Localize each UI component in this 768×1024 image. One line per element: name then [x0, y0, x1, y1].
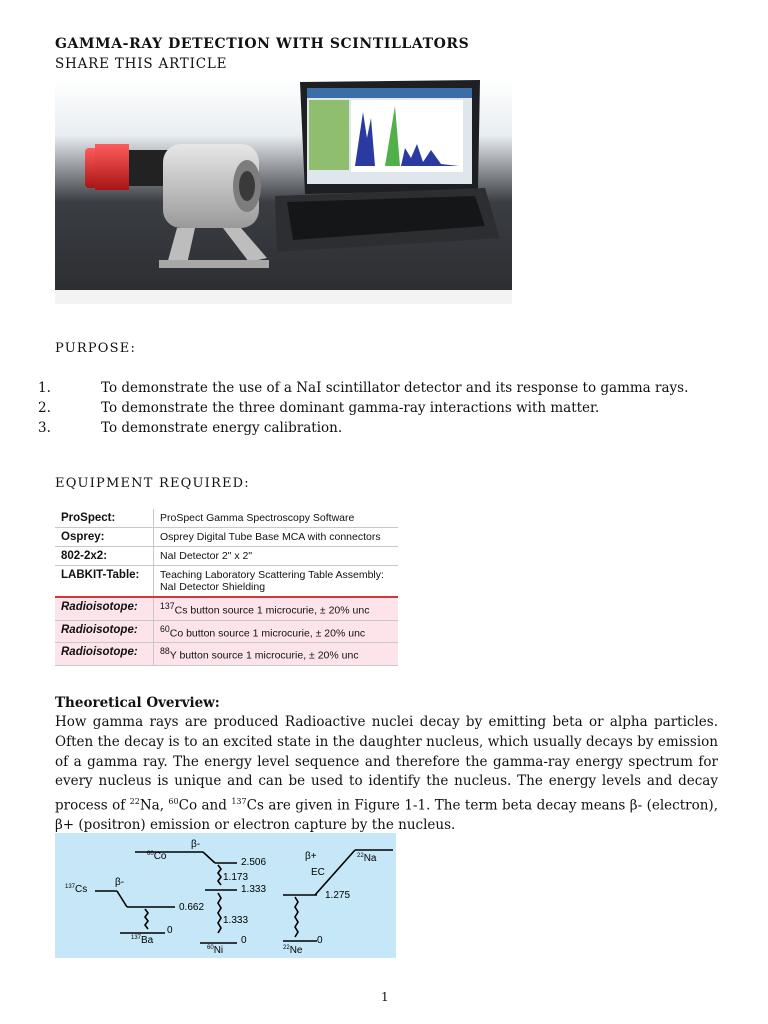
ne-symbol: Ne	[289, 945, 303, 956]
table-row	[55, 509, 398, 528]
overview-text: How gamma rays are produced Radioactive nuclei decay by emitting beta or alpha particles. Often the decay is to an excited state in the daughter nucleus, which usually decays by emission of a gamma ray. The energy level sequence and therefore the gamma-ray energy spectrum for every nucleus is unique and can be used to identify the nucleus. The energy levels and decay process of	[55, 714, 718, 814]
cs-symbol: Cs	[75, 884, 88, 895]
cs-level: 0.662	[179, 902, 205, 913]
table-row	[55, 597, 398, 620]
ni-mass: 60	[207, 945, 214, 951]
equipment-value: Osprey Digital Tube Base MCA with connectors	[154, 528, 399, 547]
overview-text: Na,	[139, 797, 169, 814]
equipment-key: LABKIT-Table:	[55, 566, 154, 598]
isotope-value	[154, 597, 399, 620]
ne-mass: 22	[283, 945, 290, 951]
equipment-value: ProSpect Gamma Spectroscopy Software	[154, 509, 399, 528]
co-beta-label: β-	[191, 839, 201, 850]
co-symbol: Co	[153, 851, 167, 862]
table-row	[55, 566, 398, 598]
share-link[interactable]: SHARE THIS ARTICLE	[55, 56, 228, 72]
na-ec-label: EC	[311, 867, 325, 878]
isotope-mass: 88	[160, 646, 170, 656]
overview-heading: Theoretical Overview:	[55, 695, 220, 711]
ba-symbol: Ba	[141, 935, 154, 946]
na-beta-label: β+	[305, 851, 317, 862]
isotope-value	[154, 643, 399, 666]
overview-text: Co and	[178, 797, 232, 814]
table-row	[55, 620, 398, 643]
equipment-value	[154, 566, 399, 598]
table-row	[55, 547, 398, 566]
purpose-item	[38, 378, 688, 398]
overview-text: Cs are given in Figure 1-1. The term beta decay means β- (electron), β+ (positron) emission or electron capture by the nucleus.	[55, 797, 718, 834]
isotope-mass: 137	[160, 601, 175, 611]
purpose-text: To demonstrate energy calibration.	[101, 420, 343, 436]
isotope-mass: 60	[160, 623, 170, 634]
equipment-value-line: NaI Detector Shielding	[160, 581, 266, 593]
table-row	[55, 528, 398, 547]
purpose-item	[38, 398, 688, 418]
na-symbol: Na	[363, 853, 377, 864]
na-ground: 0	[317, 935, 323, 946]
purpose-heading: PURPOSE:	[55, 341, 137, 356]
table-row	[55, 643, 398, 666]
isotope-text: Y button source 1 microcurie, ± 20% unc	[169, 649, 359, 662]
isotope-text: Cs button source 1 microcurie, ± 20% unc	[174, 604, 370, 617]
mass-number: 60	[168, 797, 179, 807]
isotope-value	[154, 620, 399, 643]
co-level-ground: 0	[241, 935, 247, 946]
equipment-table	[55, 509, 398, 666]
mass-number: 137	[231, 797, 247, 807]
cs-mass: 137	[65, 884, 76, 890]
equipment-key: Osprey:	[55, 528, 154, 547]
purpose-number: 1.	[38, 380, 51, 396]
ni-symbol: Ni	[213, 945, 224, 956]
page-number: 1	[381, 990, 389, 1004]
overview-paragraph	[55, 713, 718, 836]
co-level-high: 2.506	[241, 857, 267, 868]
equipment-key: ProSpect:	[55, 509, 154, 528]
equipment-key: 802-2x2:	[55, 547, 154, 566]
decay-scheme-diagram	[55, 833, 396, 958]
isotope-text: Co button source 1 microcurie, ± 20% unc	[169, 627, 366, 639]
ba-mass: 137	[131, 935, 142, 941]
mass-number: 22	[129, 797, 140, 807]
article-title: GAMMA-RAY DETECTION WITH SCINTILLATORS	[55, 36, 470, 52]
purpose-text: To demonstrate the use of a NaI scintillator detector and its response to gamma rays.	[101, 380, 689, 396]
equipment-heading: EQUIPMENT REQUIRED:	[55, 476, 250, 491]
equipment-value: NaI Detector 2" x 2"	[154, 547, 399, 566]
isotope-key: Radioisotope:	[55, 620, 154, 643]
isotope-key: Radioisotope:	[55, 643, 154, 666]
na-mass: 22	[357, 853, 364, 859]
purpose-list	[38, 378, 688, 438]
purpose-item	[38, 418, 688, 438]
co-mass: 60	[147, 851, 154, 857]
co-gamma-1: 1.173	[223, 872, 249, 883]
equipment-value-line: Teaching Laboratory Scattering Table Assembly:	[160, 569, 384, 581]
isotope-key: Radioisotope:	[55, 597, 154, 620]
purpose-text: To demonstrate the three dominant gamma-ray interactions with matter.	[101, 400, 600, 416]
cs-ground: 0	[167, 925, 173, 936]
purpose-number: 3.	[38, 420, 51, 436]
co-gamma-2: 1.333	[223, 915, 249, 926]
na-level: 1.275	[325, 890, 351, 901]
cs-beta-label: β-	[115, 877, 125, 888]
equipment-photo	[55, 78, 512, 304]
co-level-mid: 1.333	[241, 884, 267, 895]
purpose-number: 2.	[38, 400, 51, 416]
